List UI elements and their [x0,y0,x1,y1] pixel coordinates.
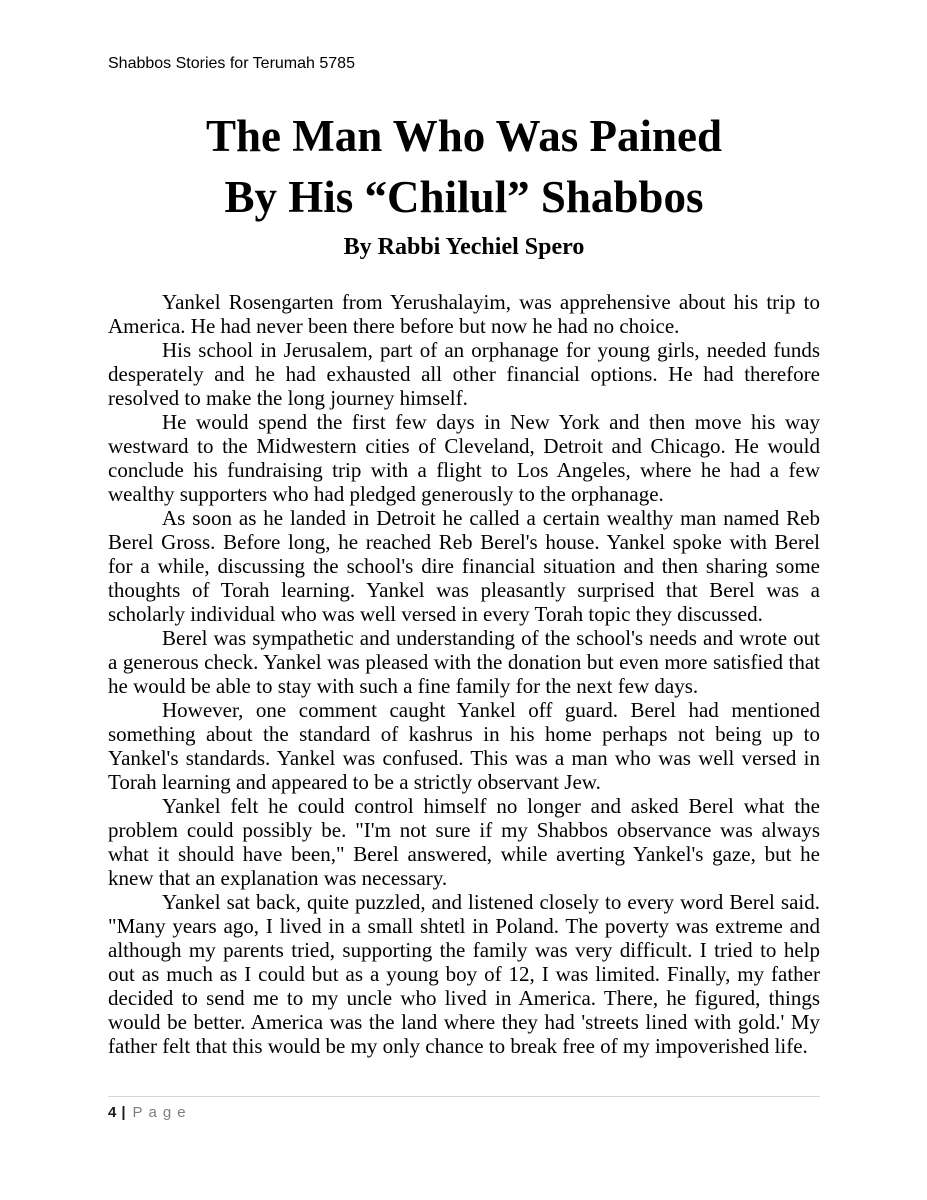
title-block [108,106,820,262]
footer-page-label: Page [132,1104,192,1121]
paragraph: His school in Jerusalem, part of an orphanage for young girls, needed funds desperately and he had exhausted all other financial options. He had therefore resolved to make the long journey himself. [108,338,820,410]
article-title [108,106,820,228]
paragraph: Yankel felt he could control himself no longer and asked Berel what the problem could possibly be. "I'm not sure if my Shabbos observance was always what it should have been," Berel answered, while averting Yankel's gaze, but he knew that an explanation was necessary. [108,794,820,890]
paragraph: However, one comment caught Yankel off guard. Berel had mentioned something about the standard of kashrus in his home perhaps not being up to Yankel's standards. Yankel was confused. This was a man who was well versed in Torah learning and appeared to be a strictly observant Jew. [108,698,820,794]
paragraph: Yankel sat back, quite puzzled, and listened closely to every word Berel said. "Many years ago, I lived in a small shtetl in Poland. The poverty was extreme and although my parents tried, supporting the family was very difficult. I tried to help out as much as I could but as a young boy of 12, I was limited. Finally, my father decided to send me to my uncle who lived in America. There, he figured, things would be better. America was the land where they had 'streets lined with gold.' My father felt that this would be my only chance to break free of my impoverished life. [108,890,820,1058]
article-title-line-2: By His “Chilul” Shabbos [224,172,704,222]
paragraph: Yankel Rosengarten from Yerushalayim, was apprehensive about his trip to America. He had never been there before but now he had no choice. [108,290,820,338]
page-footer [108,1096,820,1121]
article-title-line-1: The Man Who Was Pained [206,111,722,161]
article-byline: By Rabbi Yechiel Spero [343,234,585,260]
running-header: Shabbos Stories for Terumah 5785 [108,55,355,72]
paragraph: He would spend the first few days in New York and then move his way westward to the Midwestern cities of Cleveland, Detroit and Chicago. He would conclude his fundraising trip with a flight to Los Angeles, where he had a few wealthy supporters who had pledged generously to the orphanage. [108,410,820,506]
footer-separator: | [121,1104,126,1121]
paragraph: As soon as he landed in Detroit he called a certain wealthy man named Reb Berel Gross. Before long, he reached Reb Berel's house. Yankel spoke with Berel for a while, discussing the school's dire financial situation and then sharing some thoughts of Torah learning. Yankel was pleasantly surprised that Berel was a scholarly individual who was well versed in every Torah topic they discussed. [108,506,820,626]
page-number: 4 [108,1104,117,1121]
article-body [108,290,820,1058]
paragraph: Berel was sympathetic and understanding of the school's needs and wrote out a generous check. Yankel was pleased with the donation but even more satisfied that he would be able to stay with such a fine family for the next few days. [108,626,820,698]
